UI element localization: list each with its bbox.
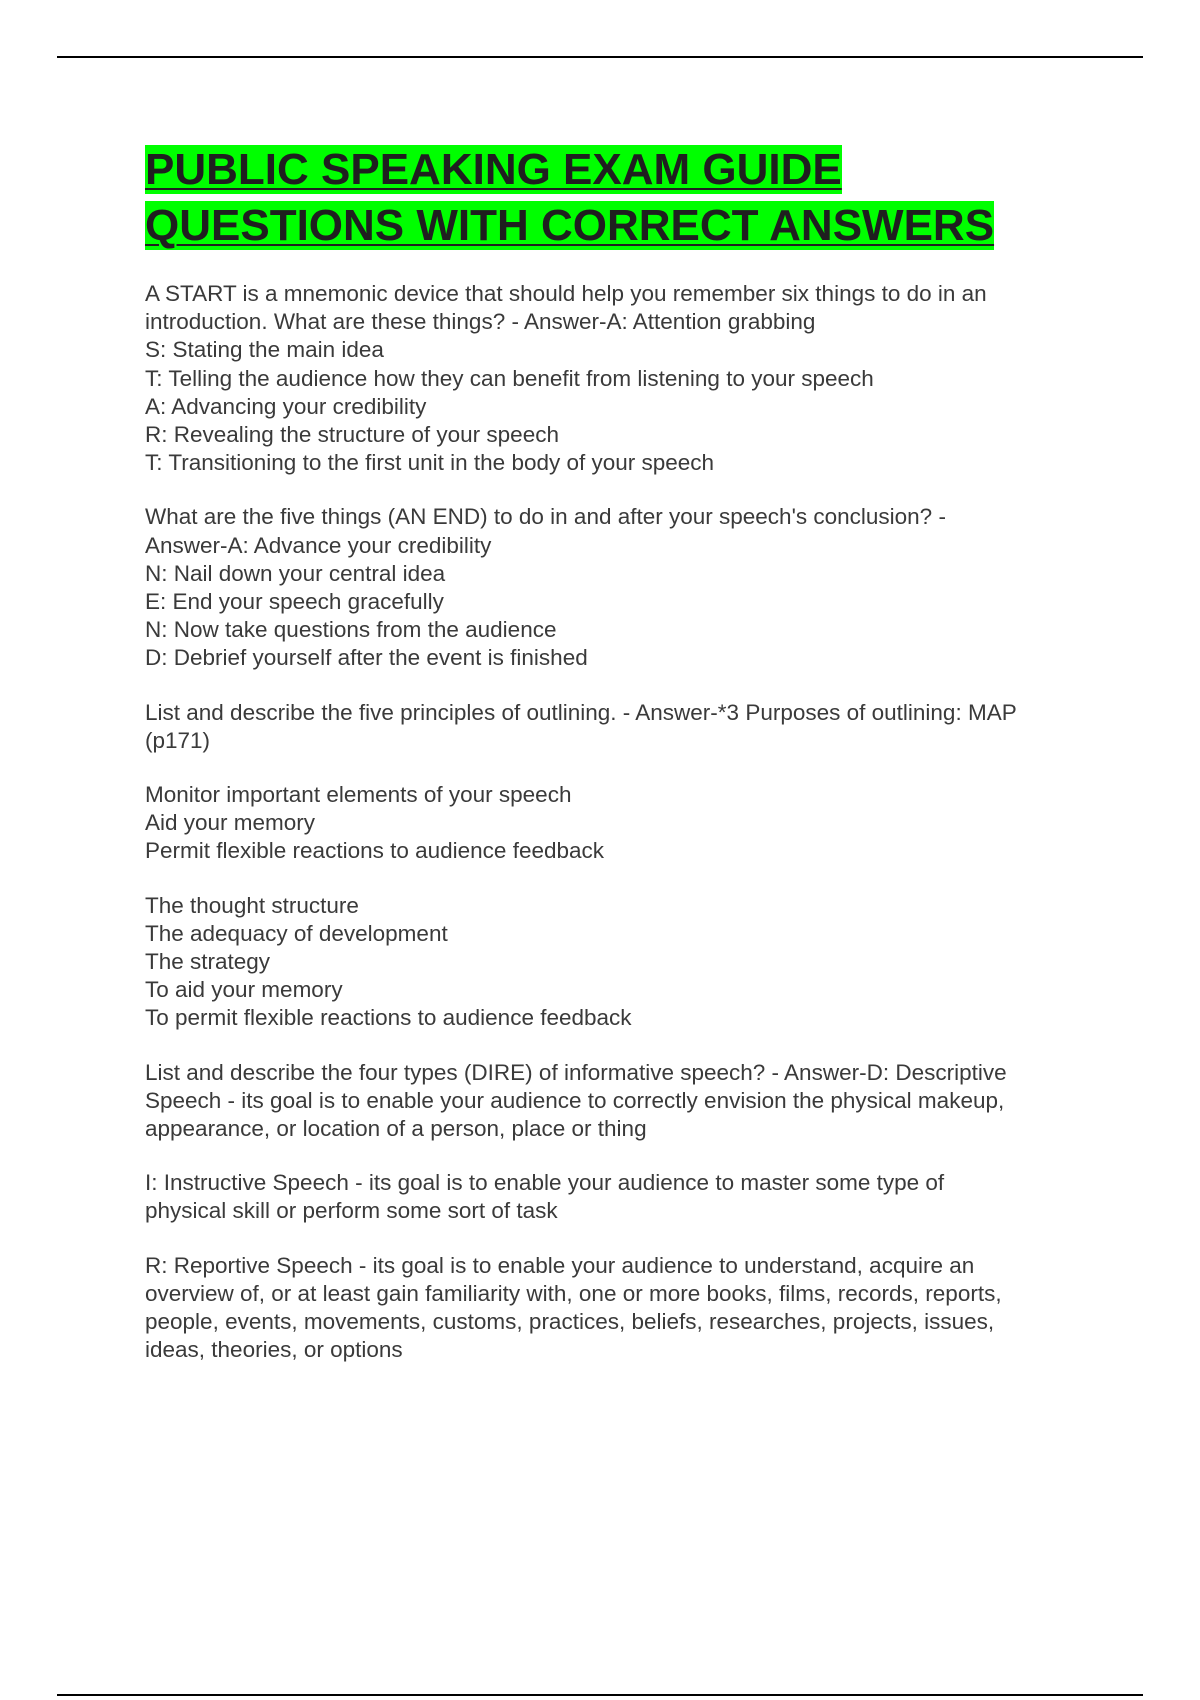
text-line: List and describe the four types (DIRE) of informative speech? - Answer-D: Descriptive xyxy=(145,1059,1007,1085)
text-line: List and describe the five principles of outlining. - Answer-*3 Purposes of outlining: MAP xyxy=(145,699,1017,725)
title-line-1: PUBLIC SPEAKING EXAM GUIDE xyxy=(145,145,842,194)
text-line: To permit flexible reactions to audience feedback xyxy=(145,1005,632,1031)
reportive-speech-paragraph xyxy=(145,1252,1090,1365)
qa-dire-informative-speech xyxy=(145,1059,1090,1144)
text-line: introduction. What are these things? - Answer-A: Attention grabbing xyxy=(145,309,816,335)
title-line-2: QUESTIONS WITH CORRECT ANSWERS xyxy=(145,201,995,250)
header-rule xyxy=(57,56,1143,58)
footer-rule xyxy=(57,1694,1143,1696)
text-line: To aid your memory xyxy=(145,977,343,1003)
qa-start-mnemonic xyxy=(145,280,1090,477)
outlining-principles-list xyxy=(145,892,1090,1033)
text-line: (p171) xyxy=(145,727,211,753)
text-line: N: Now take questions from the audience xyxy=(145,617,557,643)
text-line: The strategy xyxy=(145,949,271,975)
text-line: E: End your speech gracefully xyxy=(145,589,444,615)
text-line: Speech - its goal is to enable your audience to correctly envision the physical makeup, xyxy=(145,1087,1005,1113)
text-line: The thought structure xyxy=(145,892,359,918)
text-line: Aid your memory xyxy=(145,810,316,836)
text-line: ideas, theories, or options xyxy=(145,1337,403,1363)
text-line: appearance, or location of a person, place or thing xyxy=(145,1116,647,1142)
text-line: What are the five things (AN END) to do in and after your speech's conclusion? - xyxy=(145,504,946,530)
text-line: R: Reportive Speech - its goal is to enable your audience to understand, acquire an xyxy=(145,1252,975,1278)
text-line: Permit flexible reactions to audience feedback xyxy=(145,838,605,864)
text-line: physical skill or perform some sort of task xyxy=(145,1198,558,1224)
text-line: T: Telling the audience how they can benefit from listening to your speech xyxy=(145,365,874,391)
text-line: overview of, or at least gain familiarity with, one or more books, films, records, reports, xyxy=(145,1280,1002,1306)
instructive-speech-paragraph xyxy=(145,1169,1090,1225)
text-line: Monitor important elements of your speech xyxy=(145,782,572,808)
document-body xyxy=(145,142,1090,1391)
document-title xyxy=(145,142,1090,254)
text-line: A START is a mnemonic device that should help you remember six things to do in an xyxy=(145,281,987,306)
text-line: people, events, movements, customs, practices, beliefs, researches, projects, issues, xyxy=(145,1309,995,1335)
text-line: The adequacy of development xyxy=(145,920,448,946)
text-line: A: Advancing your credibility xyxy=(145,393,427,419)
text-line: D: Debrief yourself after the event is finished xyxy=(145,645,588,671)
qa-an-end-conclusion xyxy=(145,503,1090,672)
text-line: N: Nail down your central idea xyxy=(145,560,446,586)
text-line: Answer-A: Advance your credibility xyxy=(145,532,492,558)
text-line: T: Transitioning to the first unit in the body of your speech xyxy=(145,450,715,476)
text-line: R: Revealing the structure of your speech xyxy=(145,422,559,448)
qa-outlining-principles xyxy=(145,699,1090,755)
text-line: I: Instructive Speech - its goal is to enable your audience to master some type of xyxy=(145,1170,945,1196)
outlining-purposes-list xyxy=(145,781,1090,866)
text-line: S: Stating the main idea xyxy=(145,337,384,363)
